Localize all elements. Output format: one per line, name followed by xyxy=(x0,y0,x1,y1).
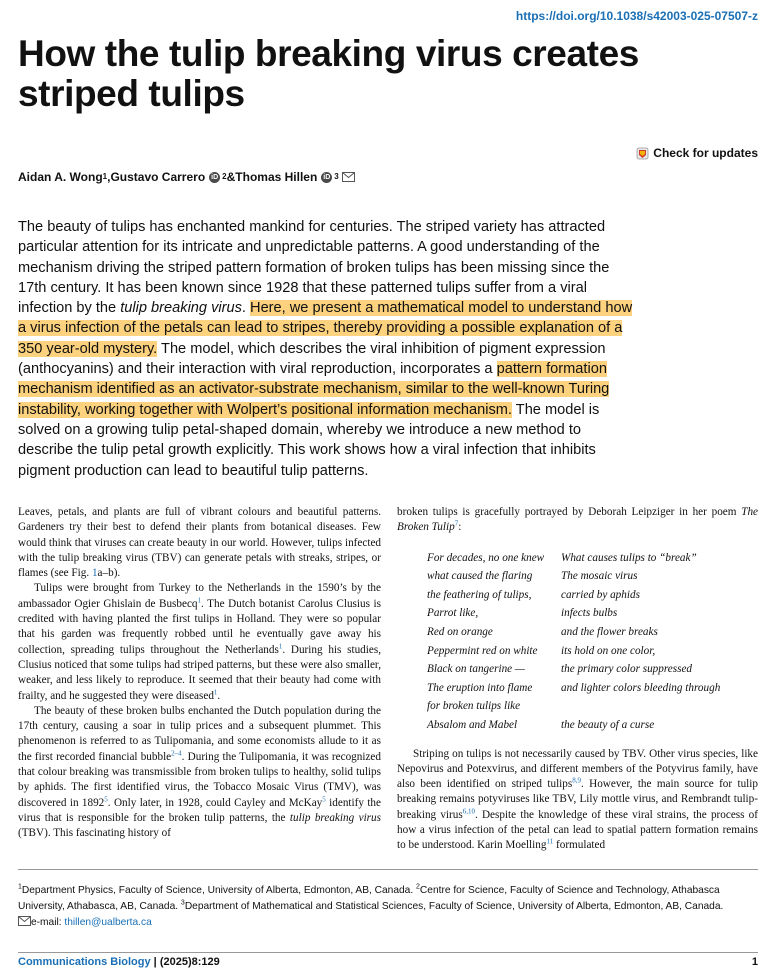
poem-line-left: The eruption into flame xyxy=(427,681,533,694)
divider xyxy=(18,869,758,870)
body-text: formulated xyxy=(553,839,606,852)
body-text: . xyxy=(217,689,221,702)
body-text: . Only later, in 1928, could Cayley and McKay xyxy=(107,796,323,809)
poem-line-right: and lighter colors bleeding through xyxy=(561,681,721,694)
footer-citation xyxy=(18,956,220,968)
citation-link[interactable]: 5 xyxy=(322,794,326,803)
body-text: . During his studies, Clusius noticed that some tulips had striped patterns, but these were also smaller, weaker, and less likely to reproduce. It seemed that their beauty had come with frailty, and he suggested they were diseased xyxy=(18,643,381,702)
body-text: . However, the main source for tulip breaking remains potyviruses like TBV, Lily mottle virus, and Rembrandt tulip-breaking virus xyxy=(397,778,758,821)
page-number: 1 xyxy=(751,956,758,968)
poem-line-right: and the flower breaks xyxy=(561,625,658,638)
poem-line-right: its hold on one color, xyxy=(561,644,656,657)
body-paragraph xyxy=(397,505,758,536)
body-column-right xyxy=(397,505,758,854)
poem-line-right: What causes tulips to “break” xyxy=(561,551,697,564)
citation-link[interactable]: 6,10 xyxy=(462,806,475,815)
email-label: e-mail: xyxy=(31,917,65,928)
author-separator: & xyxy=(226,170,236,184)
author-name[interactable]: Thomas Hillen xyxy=(235,170,318,184)
body-text: . The Dutch botanist Carolus Clusius is credited with having planted the first tulips in Holland. They were so popular that his garden was frequently robbed until he eventually gave away his collection, spreading tulips throughout the Netherlands xyxy=(18,597,381,656)
affiliation-sup: 1 xyxy=(18,883,22,891)
abstract-text: The model is solved on a growing tulip petal-shaped domain, whereby we introduce a new method to describe the tulip petal growth explicitly. This work shows how a viral infection that inhibits pigment production can lead to beautiful tulip patterns. xyxy=(18,401,600,479)
poem-line-left: Red on orange xyxy=(427,625,493,638)
abstract-highlight: pattern formation mechanism identified as an activator-substrate mechanism, similar to the well-known Turing instability, working together with Wolpert’s positional information mechanism. xyxy=(18,361,610,418)
poem-line-right: carried by aphids xyxy=(561,588,640,601)
abstract-text: . xyxy=(241,300,251,317)
body-text: a–b). xyxy=(97,567,121,580)
citation-link[interactable]: 1 xyxy=(278,641,283,650)
citation-link[interactable]: 11 xyxy=(546,837,554,846)
citation-text: | (2025)8:129 xyxy=(150,956,220,968)
poem xyxy=(427,549,758,735)
abstract-text: The beauty of tulips has enchanted mankind for centuries. The striped variety has attracted particular attention for its intricate and unpredictable patterns. A good understanding of the mechanism driving the striped pattern formation of broken tulips has been missing since the 17th century. It has been known since 1928 that these patterned tulips suffer from a viral infection by the xyxy=(18,219,610,317)
figure-ref-link[interactable]: 1 xyxy=(91,567,98,580)
poem-line-left: Absalom and Mabel xyxy=(427,718,518,731)
citation-link[interactable]: 5 xyxy=(104,794,108,803)
affiliation-text: Centre for Science, Faculty of Science and Technology, Athabasca University, Athabasca, AB, Canada. xyxy=(18,885,720,912)
poem-line-right: infects bulbs xyxy=(561,607,618,620)
poem-line-left: Parrot like, xyxy=(427,607,479,620)
affiliations xyxy=(18,883,760,932)
author-separator: , xyxy=(107,170,111,184)
check-for-updates-button[interactable] xyxy=(636,146,758,160)
poem-line-left: For decades, no one knew xyxy=(427,551,545,564)
citation-link[interactable]: 8,9 xyxy=(572,776,581,785)
body-text: identify the virus that is responsible for the broken tulip patterns, the xyxy=(18,796,381,824)
poem-line-left: Black on tangerine — xyxy=(427,663,525,676)
check-for-updates-icon xyxy=(636,147,649,160)
body-text: : xyxy=(458,521,462,534)
body-italic: tulip breaking virus xyxy=(289,811,381,824)
body-column-left xyxy=(18,505,381,842)
email-link[interactable]: thillen@ualberta.ca xyxy=(64,917,152,928)
body-text: Leaves, petals, and plants are full of vibrant colours and beautiful patterns. Gardeners try their best to defend their plants from botanical diseases. Few would think that viruses can create beauty in our world. However, tulips infected with the tulip breaking virus (TBV) can generate petals with streaks, stripes, or flames (see Fig. xyxy=(18,506,381,580)
mail-icon xyxy=(18,916,31,932)
body-text: Striping on tulips is not necessarily caused by TBV. Other virus species, like Nepovirus and Potexvirus, and different members of the Potyvirus family, have also been identified on striped tulips xyxy=(397,747,758,791)
body-text: Tulips were brought from Turkey to the Netherlands in the 1590’s by the ambassador Ogier Ghislain de Busbecq xyxy=(18,582,381,610)
poem-line-right xyxy=(561,697,761,716)
body-paragraph xyxy=(18,505,381,581)
poem-line-left: Peppermint red on white xyxy=(427,644,538,657)
body-text: . Despite the knowledge of these viral strains, the process of how a virus infection of the petal can lead to spatial pattern formation remains to be understood. Karin Moelling xyxy=(397,808,759,852)
abstract-text: The model, which describes the viral inhibition of pigment expression (anthocyanins) and their interaction with viral reproduction, incorporates a xyxy=(18,340,606,378)
footer-divider xyxy=(18,952,758,953)
author-list: Aidan A. Wong 1 , Gustavo Carrero iD 2 & Thomas Hillen iD 3 xyxy=(18,170,355,184)
poem-line-left: for broken tulips like xyxy=(427,700,521,713)
abstract xyxy=(18,217,640,481)
poem-line-right: the primary color suppressed xyxy=(561,663,693,676)
poem-line-left: the feathering of tulips, xyxy=(427,588,532,601)
body-text: (TBV). This fascinating history of xyxy=(18,827,171,840)
citation-link[interactable]: 2–4 xyxy=(171,749,182,758)
citation-link[interactable]: 1 xyxy=(213,687,218,696)
affiliation-text: Department of Mathematical and Statistical Sciences, Faculty of Science, University of Alberta, Edmonton, AB, Canada. xyxy=(184,901,724,912)
citation-link[interactable]: 7 xyxy=(454,519,459,528)
poem-line-right: the beauty of a curse xyxy=(561,718,655,731)
article-title: How the tulip breaking virus creates striped tulips xyxy=(18,33,639,114)
abstract-highlight: Here, we present a mathematical model to understand how a virus infection of the petals can lead to stripes, thereby providing a possible explanation of a 350 year-old mystery. xyxy=(18,300,633,357)
affiliation-sup: 3 xyxy=(180,899,185,907)
body-text: broken tulips is gracefully portrayed by Deborah Leipziger in her poem xyxy=(397,506,742,518)
body-paragraph xyxy=(18,581,381,703)
check-for-updates-label: Check for updates xyxy=(653,146,758,160)
affiliation-sup: 2 xyxy=(416,883,420,891)
body-paragraph xyxy=(397,747,758,854)
abstract-italic: tulip breaking virus xyxy=(120,300,242,317)
affiliation-text: Department Physics, Faculty of Science, University of Alberta, Edmonton, AB, Canada. xyxy=(21,885,417,896)
poem-title: The Broken Tulip xyxy=(397,506,758,534)
poem-line-left: what caused the flaring xyxy=(427,570,533,583)
body-paragraph xyxy=(18,704,381,842)
orcid-icon[interactable]: iD xyxy=(211,173,219,181)
journal-name-link[interactable]: Communications Biology xyxy=(18,956,151,968)
doi-link[interactable]: https://doi.org/10.1038/s42003-025-07507-z xyxy=(515,9,758,23)
body-text: The beauty of these broken bulbs enchanted the Dutch population during the 17th century, causing a soar in tulip prices and a subsequent plummet. This phenomenon is referred to as Tulipomania, and some economists allude to it as the first recorded financial bubble xyxy=(18,704,381,763)
author-name[interactable]: Aidan A. Wong xyxy=(18,170,103,184)
citation-link[interactable]: 1 xyxy=(197,596,202,605)
author-name[interactable]: Gustavo Carrero xyxy=(110,170,206,184)
orcid-icon[interactable]: iD xyxy=(323,173,331,181)
poem-line-right: The mosaic virus xyxy=(561,570,638,583)
body-text: . During the Tulipomania, it was recognized that colour breaking was transmissible from broken tulips to healthy, solid tulips by aphids. The first identified virus, the Tobacco Mosaic Virus (TMV), was discovered in 1892 xyxy=(18,750,381,809)
mail-icon[interactable] xyxy=(342,172,355,182)
